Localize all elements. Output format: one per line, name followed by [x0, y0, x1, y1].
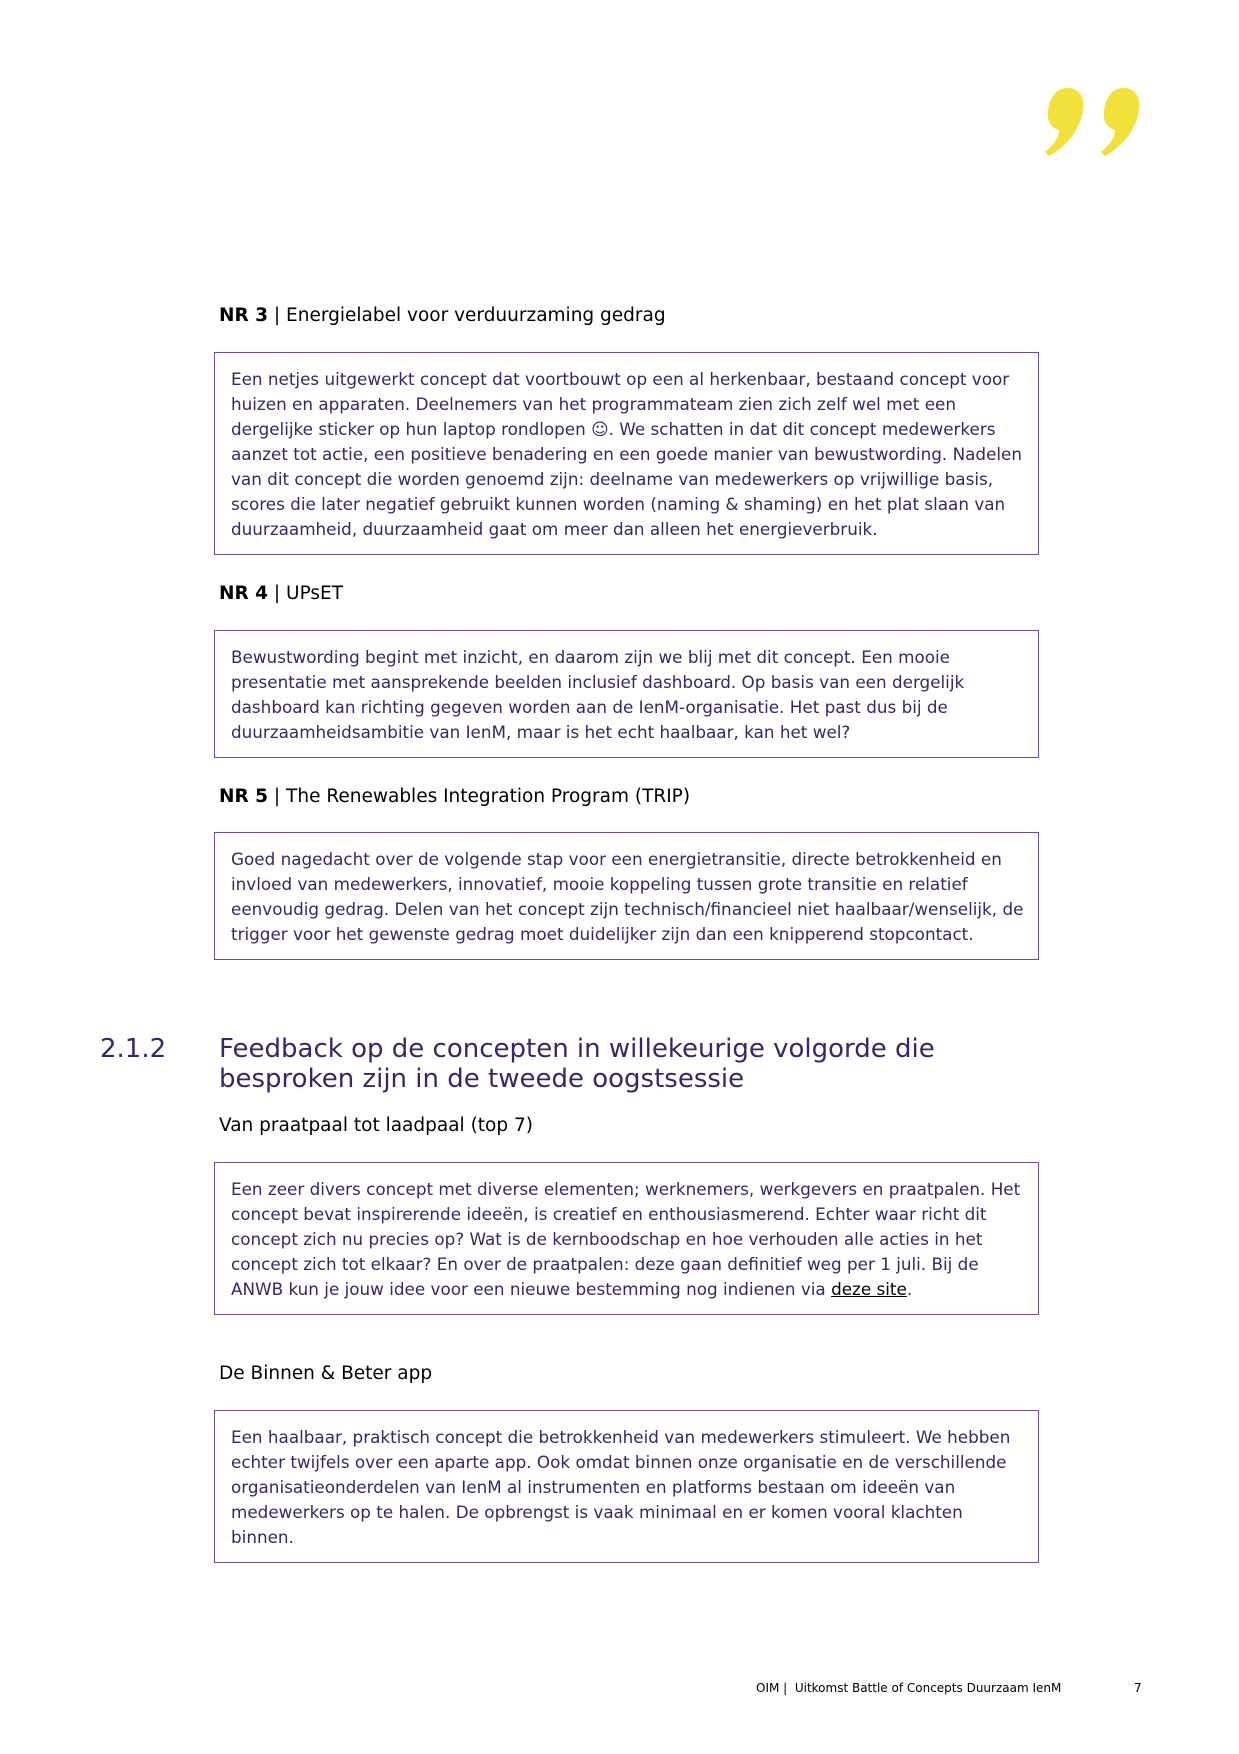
- text-line: huizen en apparaten. Deelnemers van het programmateam zien zich zelf wel met een: [231, 394, 957, 414]
- text-line: duurzaamheidsambitie van IenM, maar is het echt haalbaar, kan het wel?: [231, 722, 851, 742]
- text-line: binnen.: [231, 1527, 294, 1547]
- section-title-line: besproken zijn in de tweede oogstsessie: [219, 1064, 745, 1094]
- feedback-box: [214, 1410, 1039, 1563]
- text-line: Een zeer divers concept met diverse elementen; werknemers, werkgevers en praatpalen. Het: [231, 1179, 1021, 1199]
- text-line: dergelijke sticker op hun laptop rondlopen ☺. We schatten in dat dit concept medewerkers: [231, 419, 996, 439]
- nr-heading: [219, 305, 666, 326]
- section-title: [219, 1034, 935, 1094]
- nr-label: NR 5: [219, 786, 269, 807]
- text-line: eenvoudig gedrag. Delen van het concept zijn technisch/financieel niet haalbaar/wenselijk, de: [231, 899, 1024, 919]
- nr-heading: [219, 786, 690, 807]
- nr-label: NR 3: [219, 305, 269, 326]
- text-line: aanzet tot actie, een positieve benadering en een goede manier van bewustwording. Nadelen: [231, 444, 1023, 464]
- text-line: concept zich nu precies op? Wat is de kernboodschap en hoe verhouden alle acties in het: [231, 1229, 983, 1249]
- feedback-box: [214, 352, 1039, 555]
- text-line: Een netjes uitgewerkt concept dat voortbouwt op een al herkenbaar, bestaand concept voor: [231, 369, 1010, 389]
- deze-site-link[interactable]: deze site: [831, 1279, 907, 1299]
- text-line: Een haalbaar, praktisch concept die betrokkenheid van medewerkers stimuleert. We hebben: [231, 1427, 1011, 1447]
- feedback-box: [214, 630, 1039, 758]
- nr-label: NR 4: [219, 583, 269, 604]
- concept-title: Van praatpaal tot laadpaal (top 7): [219, 1115, 533, 1136]
- text-line: trigger voor het gewenste gedrag moet duidelijker zijn dan een knipperend stopcontact.: [231, 924, 974, 944]
- text-line: concept zich tot elkaar? En over de praatpalen: deze gaan definitief weg per 1 juli. Bij de: [231, 1254, 979, 1274]
- section-number: 2.1.2: [100, 1034, 167, 1064]
- concept-title: De Binnen & Beter app: [219, 1363, 433, 1384]
- section-title-line: Feedback op de concepten in willekeurige volgorde die: [219, 1034, 935, 1064]
- text-line: concept bevat inspirerende ideeën, is creatief en enthousiasmerend. Echter waar richt dit: [231, 1204, 987, 1224]
- text-line: presentatie met aansprekende beelden inclusief dashboard. Op basis van een dergelijk: [231, 672, 965, 692]
- text-line: van dit concept die worden genoemd zijn: deelname van medewerkers op vrijwillige basis,: [231, 469, 994, 489]
- text-line: organisatieonderdelen van IenM al instrumenten en platforms bestaan om ideeën van: [231, 1477, 956, 1497]
- heading-separator: |: [268, 305, 287, 326]
- text-line: scores die later negatief gebruikt kunnen worden (naming & shaming) en het plat slaan van: [231, 494, 1006, 514]
- text-line: dashboard kan richting gegeven worden aan de IenM-organisatie. Het past dus bij de: [231, 697, 948, 717]
- quote-mark-icon: [1045, 88, 1145, 158]
- nr-heading: [219, 583, 343, 604]
- text-line: [231, 1277, 1022, 1302]
- nr-title: UPsET: [286, 583, 344, 604]
- line-prefix: ANWB kun je jouw idee voor een nieuwe bestemming nog indienen via: [231, 1279, 832, 1299]
- text-line: Goed nagedacht over de volgende stap voor een energietransitie, directe betrokkenheid en: [231, 849, 1002, 869]
- page-number: 7: [1134, 1681, 1142, 1695]
- text-line: duurzaamheid, duurzaamheid gaat om meer dan alleen het energieverbruik.: [231, 519, 878, 539]
- feedback-box: [214, 1162, 1039, 1315]
- feedback-box: [214, 832, 1039, 960]
- text-line: invloed van medewerkers, innovatief, mooie koppeling tussen grote transitie en relatief: [231, 874, 968, 894]
- text-line: echter twijfels over een aparte app. Ook omdat binnen onze organisatie en de verschillende: [231, 1452, 1007, 1472]
- line-suffix: .: [906, 1279, 913, 1299]
- page-footer: OIM | Uitkomst Battle of Concepts Duurzaam IenM: [756, 1681, 1062, 1695]
- text-line: Bewustwording begint met inzicht, en daarom zijn we blij met dit concept. Een mooie: [231, 647, 950, 667]
- heading-separator: |: [268, 786, 287, 807]
- nr-title: Energielabel voor verduurzaming gedrag: [286, 305, 666, 326]
- text-line: medewerkers op te halen. De opbrengst is vaak minimaal en er komen vooral klachten: [231, 1502, 963, 1522]
- heading-separator: |: [268, 583, 287, 604]
- nr-title: The Renewables Integration Program (TRIP): [286, 786, 691, 807]
